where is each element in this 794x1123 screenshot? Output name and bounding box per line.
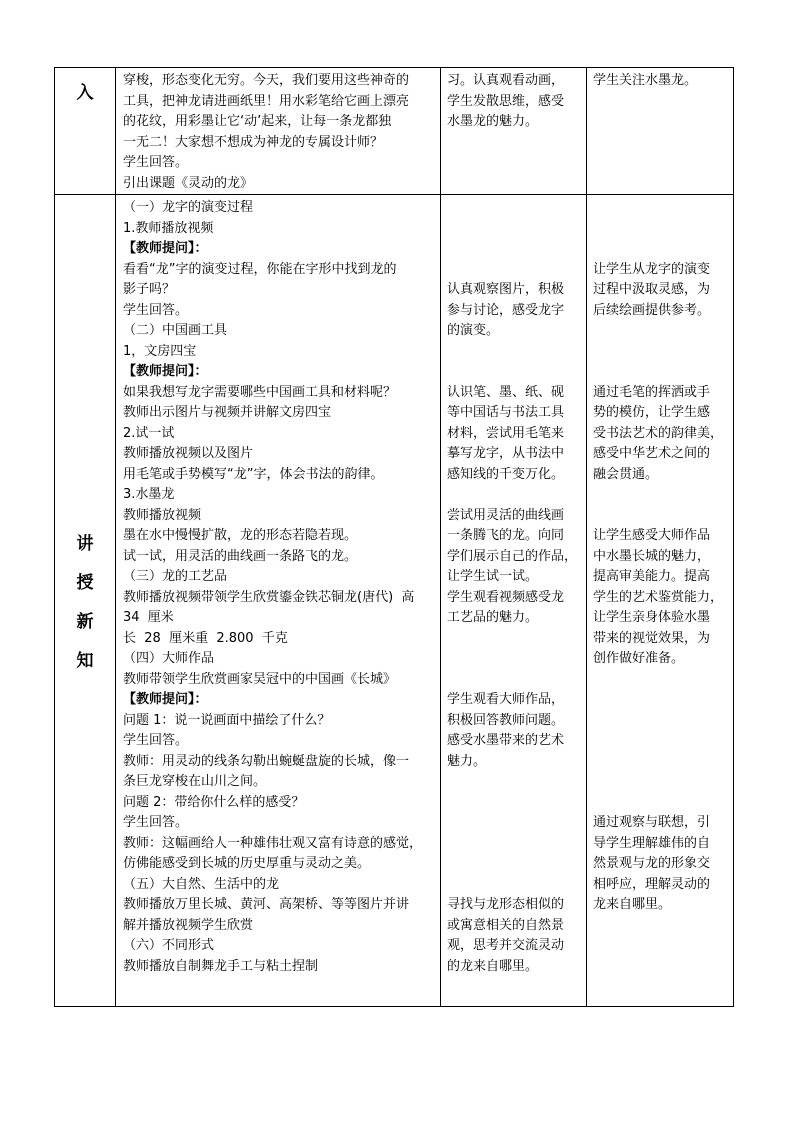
text-line: 问题 2：带给你什么样的感受？ bbox=[123, 794, 305, 810]
text-line: 1.教师播放视频 bbox=[123, 220, 214, 236]
text-line: 让学生试一试。 bbox=[447, 569, 539, 584]
text-line: 观，思考并交流灵动 bbox=[447, 938, 565, 953]
text-line: （五）大自然、生活中的龙 bbox=[123, 876, 280, 892]
text-line: 参与讨论，感受龙字 bbox=[447, 302, 565, 318]
text-line: 教师播放视频以及图片 bbox=[123, 446, 254, 461]
text-line: 中水墨长城的魅力， bbox=[593, 548, 711, 564]
text-line: 融会贯通。 bbox=[593, 466, 659, 482]
text-line: 2.试一试 bbox=[123, 425, 175, 441]
text-line: 让学生亲身体验水墨 bbox=[593, 610, 711, 625]
text-line: 工具，把神龙请进画纸里！用水彩笔给它画上漂亮 bbox=[123, 93, 410, 109]
text-line: 认真观察图片，积极 bbox=[447, 282, 565, 297]
text-line: 的龙来自哪里。 bbox=[447, 958, 539, 974]
text-line: 积极回答教师问题。 bbox=[447, 712, 565, 728]
text-line: 让学生从龙字的演变 bbox=[593, 261, 711, 277]
text-line: 感知线的千变万化。 bbox=[447, 466, 565, 482]
text-line: 势的模仿，让学生感 bbox=[593, 405, 711, 420]
design-purpose-cell bbox=[587, 68, 734, 195]
text-line: 教师播放自制舞龙手工与粘土捏制 bbox=[123, 958, 319, 974]
text-line: 仿佛能感受到长城的历史厚重与灵动之美。 bbox=[123, 856, 371, 871]
stage-char: 讲 bbox=[76, 534, 94, 554]
text-line: 教师带领学生欣赏画家吴冠中的中国画《长城》 bbox=[123, 671, 397, 687]
design-purpose-text bbox=[587, 68, 733, 92]
text-line: 如果我想写龙字需要哪些中国画工具和材料呢？ bbox=[123, 384, 397, 400]
text-line: 认识笔、墨、纸、砚 bbox=[447, 384, 565, 400]
stage-char: 新 bbox=[76, 612, 94, 632]
text-line: 学们展示自己的作品， bbox=[447, 548, 578, 564]
text-line: 然景观与龙的形象交 bbox=[593, 856, 711, 871]
text-line: （一）龙字的演变过程 bbox=[123, 200, 254, 215]
text-line: 魅力。 bbox=[447, 753, 487, 769]
text-line: 学生回答。 bbox=[123, 155, 189, 170]
text-line: 学生的艺术鉴赏能力， bbox=[593, 589, 724, 605]
text-line: 穿梭，形态变化无穷。今天，我们要用这些神奇的 bbox=[123, 73, 410, 88]
text-line: 龙来自哪里。 bbox=[593, 897, 672, 912]
stage-char: 授 bbox=[76, 573, 94, 593]
text-line: 等中国话与书法工具 bbox=[447, 405, 565, 420]
text-line: 一条腾飞的龙。向同 bbox=[447, 528, 565, 543]
stage-char: 知 bbox=[76, 651, 94, 671]
stage-cell bbox=[55, 68, 116, 195]
text-line: 条巨龙穿梭在山川之间。 bbox=[123, 774, 267, 789]
stage-label: 入 bbox=[76, 83, 94, 103]
text-line: 习。认真观看动画， bbox=[447, 73, 565, 88]
text-line: 34 厘米 bbox=[123, 610, 174, 625]
text-line: 学生回答。 bbox=[123, 733, 189, 748]
teacher-activity-text bbox=[116, 68, 440, 194]
text-line: 过程中汲取灵感，为 bbox=[593, 282, 711, 297]
design-purpose-text bbox=[587, 195, 733, 916]
text-line: 寻找与龙形态相似的 bbox=[447, 897, 565, 912]
text-line: 受书法艺术的韵律美， bbox=[593, 425, 724, 441]
text-line: 摹写龙字，从书法中 bbox=[447, 446, 565, 461]
text-line: （三）龙的工艺品 bbox=[123, 569, 228, 584]
text-line: 水墨龙的魅力。 bbox=[447, 114, 539, 129]
text-line: 或寓意相关的自然景 bbox=[447, 917, 565, 933]
text-line: （四）大师作品 bbox=[123, 651, 215, 666]
text-line: 【教师提问】： bbox=[123, 692, 208, 707]
text-line: 创作做好准备。 bbox=[593, 651, 685, 666]
teacher-activity-cell bbox=[116, 68, 441, 195]
text-line: 学生观看大师作品， bbox=[447, 692, 565, 707]
design-purpose-cell bbox=[587, 195, 734, 1007]
text-line: 教师播放视频带领学生欣赏鎏金铁芯铜龙(唐代) 高 bbox=[123, 589, 415, 605]
text-line: 学生发散思维，感受 bbox=[447, 93, 565, 109]
text-line: 感受水墨带来的艺术 bbox=[447, 733, 565, 748]
text-line: 【教师提问】： bbox=[123, 241, 208, 256]
student-activity-cell bbox=[441, 68, 587, 195]
text-line: 提高审美能力。提高 bbox=[593, 569, 711, 584]
student-activity-cell bbox=[441, 195, 587, 1007]
text-line: 的演变。 bbox=[447, 323, 500, 338]
text-line: 解并播放视频学生欣赏 bbox=[123, 917, 254, 933]
teacher-activity-cell bbox=[116, 195, 441, 1007]
student-activity-text bbox=[441, 195, 586, 977]
text-line: 通过毛笔的挥洒或手 bbox=[593, 384, 711, 400]
text-line: 引出课题《灵动的龙》 bbox=[123, 175, 254, 191]
stage-label bbox=[55, 195, 115, 681]
text-line: 一无二！大家想不想成为神龙的专属设计师？ bbox=[123, 134, 384, 150]
teacher-activity-text bbox=[116, 195, 440, 977]
text-line: 材料，尝试用毛笔来 bbox=[447, 425, 565, 441]
text-line: 1，文房四宝 bbox=[123, 343, 197, 359]
text-line: 相呼应，理解灵动的 bbox=[593, 876, 711, 892]
text-line: 问题 1：说一说画面中描绘了什么？ bbox=[123, 712, 331, 728]
text-line: 学生回答。 bbox=[123, 302, 189, 318]
text-line: 带来的视觉效果，为 bbox=[593, 630, 711, 646]
text-line: 影子吗？ bbox=[123, 282, 176, 297]
text-line: 学生回答。 bbox=[123, 815, 189, 830]
text-line: 导学生理解雄伟的自 bbox=[593, 835, 711, 851]
text-line: （二）中国画工具 bbox=[123, 323, 228, 338]
text-line: 用毛笔或手势模写“龙”字，体会书法的韵律。 bbox=[123, 466, 384, 482]
text-line: 的花纹，用彩墨让它‘动’起来，让每一条龙都独 bbox=[123, 114, 392, 129]
text-line: 看看“龙”字的演变过程，你能在字形中找到龙的 bbox=[123, 261, 397, 277]
text-line: （六）不同形式 bbox=[123, 938, 215, 953]
text-line: 尝试用灵活的曲线画 bbox=[447, 507, 565, 523]
text-line: 让学生感受大师作品 bbox=[593, 528, 711, 543]
text-line: 工艺品的魅力。 bbox=[447, 610, 539, 625]
stage-cell bbox=[55, 195, 116, 1007]
text-line: 教师播放视频 bbox=[123, 507, 202, 523]
text-line: 长 28 厘米重 2.800 千克 bbox=[123, 630, 288, 646]
text-line: 教师出示图片与视频并讲解文房四宝 bbox=[123, 405, 332, 420]
table-row-intro bbox=[55, 68, 734, 195]
table-row-new-knowledge bbox=[55, 195, 734, 1007]
text-line: 感受中华艺术之间的 bbox=[593, 446, 711, 461]
text-line: 3.水墨龙 bbox=[123, 487, 175, 502]
text-line: 墨在水中慢慢扩散，龙的形态若隐若现。 bbox=[123, 528, 358, 543]
text-line: 教师：用灵动的线条勾勒出蜿蜒盘旋的长城，像一 bbox=[123, 753, 410, 769]
student-activity-text bbox=[441, 68, 586, 133]
text-line: 【教师提问】： bbox=[123, 364, 208, 379]
text-line: 试一试，用灵活的曲线画一条路飞的龙。 bbox=[123, 548, 358, 564]
text-line: 学生观看视频感受龙 bbox=[447, 589, 565, 605]
lesson-plan-table bbox=[54, 67, 734, 1007]
text-line: 教师播放万里长城、黄河、高架桥、等等图片并讲 bbox=[123, 897, 410, 912]
text-line: 学生关注水墨龙。 bbox=[593, 73, 698, 88]
text-line: 教师：这幅画给人一种雄伟壮观又富有诗意的感觉， bbox=[123, 835, 423, 851]
text-line: 通过观察与联想，引 bbox=[593, 815, 711, 830]
text-line: 后续绘画提供参考。 bbox=[593, 302, 711, 318]
